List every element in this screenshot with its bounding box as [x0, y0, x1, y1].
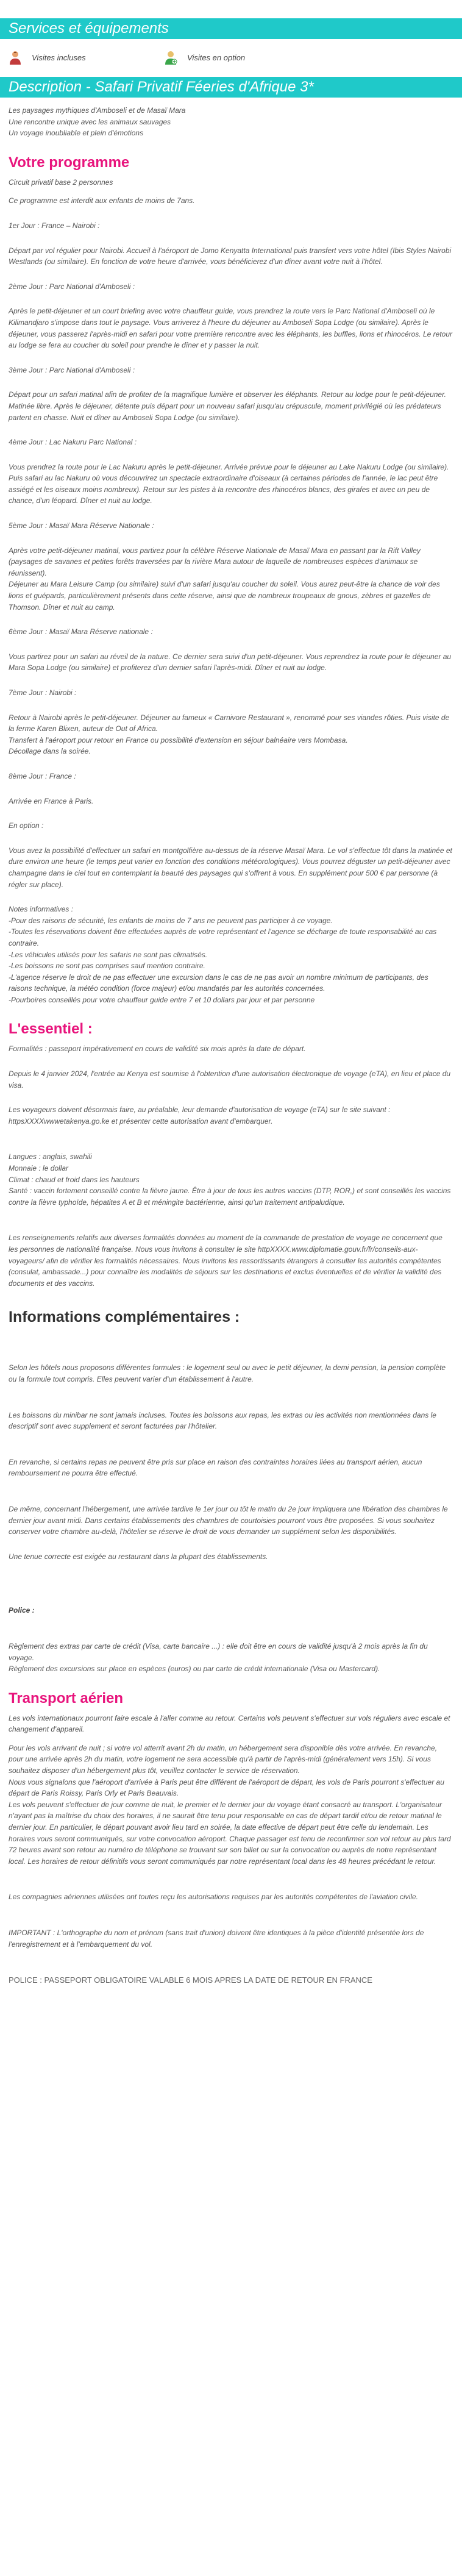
info-line: Climat : chaud et froid dans les hauteurs	[9, 1175, 140, 1184]
formalites: Formalités : passeport impérativement en cours de validité six mois après la date de départ.	[9, 1044, 306, 1054]
day-text: Vous partirez pour un safari au réveil de la nature. Ce dernier sera suivi d'un petit-déjeuner. Vous reprendrez la route pour le déjeuner au Mara Sopa Lodge (ou similaire) et profiterez d'un dernier safari l'après-midi. Dîner et nuit au lodge.	[9, 652, 452, 673]
complementaires-title: Informations complémentaires :	[9, 1308, 240, 1326]
police-title: Police :	[9, 1606, 35, 1615]
transport-title: Transport aérien	[9, 1689, 124, 1707]
services-row	[0, 39, 462, 77]
repas-info: En revanche, si certains repas ne peuvent être pris sur place en raison des contraintes horaires liées au transport aérien, aucun remboursement ne pourra être effectué.	[9, 1457, 422, 1478]
services-banner: Services et équipements	[0, 18, 462, 39]
service-included-label: Visites incluses	[32, 52, 86, 62]
note-item: -L'agence réserve le droit de ne pas effectuer une excursion dans le cas de ne pas avoir un nombre minimum de participants, des raisons technique, la météo condition (force majeur) et/ou mandatés par les autorités concernées.	[9, 972, 428, 993]
tenue-info: Une tenue correcte est exigée au restaurant dans la plupart des établissements.	[9, 1552, 268, 1561]
day-text: Départ pour un safari matinal afin de profiter de la magnifique lumière et observer les éléphants. Retour au lodge pour le petit-déjeuner. Matinée libre. Après le déjeuner, détente puis départ pour un nouveau safari jusqu'au crépuscule, moment privilégié où les prédateurs partent en chasse. Nuit et dîner au Amboseli Sopa Lodge (ou similaire).	[9, 390, 446, 422]
boissons-info: Les boissons du minibar ne sont jamais incluses. Toutes les boissons aux repas, les extras ou les activités non mentionnées dans le descriptif sont avec supplement et seront facturées par l'hôtelier.	[9, 1410, 436, 1431]
transport-paragraph: IMPORTANT : L'orthographe du nom et prénom (sans trait d'union) doivent être identiques à la pièce d'identité présentée lors de l'enregistrement et à l'embarquement du vol.	[9, 1928, 424, 1949]
note-item: -Les boissons ne sont pas comprises sauf mention contraire.	[9, 962, 205, 971]
circuit-info: Circuit privatif base 2 personnes	[9, 177, 113, 187]
day-title: 2ème Jour : Parc National d'Amboseli :	[9, 282, 135, 291]
essentiel-title: L'essentiel :	[9, 1021, 93, 1038]
description-content	[0, 98, 462, 1986]
note-item: -Pour des raisons de sécurité, les enfants de moins de 7 ans ne peuvent pas participer à ce voyage.	[9, 916, 333, 925]
transport-paragraph: Les vols peuvent s'effectuer de jour comme de nuit, le premier et le dernier jour du voyage étant consacré au transport. L'organisateur n'ayant pas la maîtrise du choix des horaires, il ne saurait être tenu pour responsable en cas de départ tardif et/ou de retour matinal le dernier jour. En particulier, le départ pouvant avoir lieu tard en soirée, la date effective de départ peut être celle du lendemain. Les horaires vous seront communiqués, sur votre convocation aéroport. Chaque passager est tenu de reconfirmer son vol retour au plus tard 72 heures avant son retour au numéro de téléphone se trouvant sur son billet ou sur la convocation ou auprès de notre représentant local. Les horaires de retour définitifs vous seront communiqués par notre représentant local dans les 48 heures précédant le retour.	[9, 1800, 451, 1866]
day-text: Retour à Nairobi après le petit-déjeuner. Déjeuner au fameux « Carnivore Restaurant », renommé pour ses viandes rôties. Puis visite de la ferme Karen Blixen, auteur de Out of Africa. Transfert à l'aéroport pour retour en France ou possibilité d'extension en séjour balnéaire vers Mombasa. Décollage dans la soirée.	[9, 713, 450, 756]
day-title: 6ème Jour : Masaï Mara Réserve nationale :	[9, 627, 153, 637]
day-title: 7ème Jour : Nairobi :	[9, 688, 77, 697]
option-text: Vous avez la possibilité d'effectuer un safari en montgolfière au-dessus de la réserve Masaï Mara. Le vol s'effectue tôt dans la matinée et dure environ une heure (le temps peut varier en fonction des conditions météorologiques). Vous pourrez déguster un petit-déjeuner avec champagne dans le ciel tout en contemplant la beauté des paysages qui s'offrent à vous. En supplément pour 500 € par personne (à régler sur place).	[9, 846, 452, 889]
person-add-icon	[163, 50, 179, 66]
programme-title: Votre programme	[9, 154, 130, 171]
service-included	[7, 50, 163, 66]
day-title: 3ème Jour : Parc National d'Amboseli :	[9, 365, 135, 374]
transport-paragraph: Nous vous signalons que l'aéroport d'arrivée à Paris peut être différent de l'aéroport de départ, les vols de Paris pourront s'effectuer au départ de Paris Roissy, Paris Orly et Paris Beauvais.	[9, 1777, 444, 1798]
hotel-formules: Selon les hôtels nous proposons différentes formules : le logement seul ou avec le petit déjeuner, la demi pension, la pension complète ou la formule tout compris. Elles peuvent varier d'un établissement à l'autre.	[9, 1363, 446, 1383]
children-restriction: Ce programme est interdit aux enfants de moins de 7ans.	[9, 196, 195, 205]
person-icon	[7, 50, 23, 66]
info-line: Santé : vaccin fortement conseillé contre la fièvre jaune. Être à jour de tous les autres vaccins (DTP, ROR,) et sont conseillés les vaccins contre la fièvre typhoïde, hépatites A et B et méningite bactérienne, ainsi qu'un traitement antipaludique.	[9, 1186, 451, 1207]
renseignements: Les renseignements relatifs aux diverses formalités données au moment de la commande de prestation de voyage ne concernent que les personnes de nationalité française. Nous vous invitons à consulter le site httpXXXX.www.diplomatie.gouv.fr/fr/conseils-aux-voyageurs/ afin de vérifier les formalités nécessaires. Nous invitons les ressortissants étrangers à consulter les autorités compétentes (consulat, ambassade...) pour connaître les modalités de séjours sur les destinations et exclus éventuelles et de vérifier la validité des documents et des vaccins.	[9, 1233, 442, 1288]
intro-line: Les paysages mythiques d'Amboseli et de Masaï Mara	[9, 106, 186, 115]
day-text: Vous prendrez la route pour le Lac Nakuru après le petit-déjeuner. Arrivée prévue pour le déjeuner au Lake Nakuru Lodge (ou similaire). Puis safari au lac Nakuru où vous découvrirez un spectacle extraordinaire d'oiseaux (à certaines périodes de l'année, le lac peut être assiégé et les oiseaux moins nombreux). Retour sur les pistes à la rencontre des rhinocéros blancs, des girafes et avec un peu de chance, d'un léopard. Dîner et nuit au lodge.	[9, 462, 449, 505]
notes-title: Notes informatives :	[9, 905, 74, 914]
police-line: Règlement des extras par carte de crédit (Visa, carte bancaire ...) : elle doit être en cours de validité jusqu'à 2 mois après la fin du voyage.	[9, 1641, 428, 1662]
arrivee-info: De même, concernant l'hébergement, une arrivée tardive le 1er jour ou tôt le matin du 2e jour impliquera une libération des chambres le dernier jour avant midi. Dans certains établissements des chambres de courtoisies pourront vous être proposées. Si vous souhaitez conserver votre chambre au-delà, l'hôtelier se réserve le droit de vous demander un supplément selon les disponibilités.	[9, 1504, 448, 1536]
day-title: 1er Jour : France – Nairobi :	[9, 221, 100, 230]
service-optional	[163, 50, 318, 66]
intro-line: Un voyage inoubliable et plein d'émotions	[9, 129, 144, 138]
option-title: En option :	[9, 821, 44, 830]
eta-info: Depuis le 4 janvier 2024, l'entrée au Kenya est soumise à l'obtention d'une autorisation électronique de voyage (eTA), en lieu et place du visa.	[9, 1069, 451, 1090]
transport-paragraph: Les compagnies aériennes utilisées ont toutes reçu les autorisations requises par les autorités compétentes de l'aviation civile.	[9, 1893, 418, 1902]
transport-paragraph: Pour les vols arrivant de nuit ; si votre vol atterrit avant 2h du matin, un hébergement sera disponible dès votre arrivée. En revanche, pour une arrivée après 2h du matin, votre logement ne sera accessible qu'à partir de l'après-midi (généralement vers 15h). Si vous souhaitez disposer d'un hébergement plus tôt, veuillez contacter le service de réservation.	[9, 1743, 438, 1775]
note-item: -Les véhicules utilisés pour les safaris ne sont pas climatisés.	[9, 950, 208, 959]
day-text: Après votre petit-déjeuner matinal, vous partirez pour la célèbre Réserve Nationale de Masaï Mara en passant par la Rift Valley (paysages de savanes et petites forêts traversées par la rivière Mara autour de laquelle de nombreuses espèces d'animaux se réunissent). Déjeuner au Mara Leisure Camp (ou similaire) suivi d'un safari jusqu'au coucher du soleil. Vous aurez peut-être la chance de voir des lions et guépards, particulièrement présents dans cette réserve, ainsi que de nombreux troupeaux de gnous, zèbres et gazelles de Thomson. Dîner et nuit au camp.	[9, 546, 440, 612]
day-text: Départ par vol régulier pour Nairobi. Accueil à l'aéroport de Jomo Kenyatta International puis transfert vers votre hôtel (Ibis Styles Nairobi Westlands (ou similaire). En fonction de votre heure d'arrivée, vous bénéficierez d'un dîner avant votre nuit à l'hôtel.	[9, 246, 452, 266]
eta-info-2: Les voyageurs doivent désormais faire, au préalable, leur demande d'autorisation de voyage (eTA) sur le site suivant : httpsXXXXwwwetakenya.go.ke et présenter cette autorisation avant d'embarquer.	[9, 1105, 391, 1126]
day-title: 8ème Jour : France :	[9, 771, 76, 780]
day-title: 4ème Jour : Lac Nakuru Parc National :	[9, 438, 137, 447]
description-banner: Description - Safari Privatif Féeries d'Afrique 3*	[0, 77, 462, 98]
intro-line: Une rencontre unique avec les animaux sauvages	[9, 117, 171, 126]
passport-footer: POLICE : PASSEPORT OBLIGATOIRE VALABLE 6 MOIS APRES LA DATE DE RETOUR EN FRANCE	[9, 1975, 372, 1985]
transport-paragraph: Les vols internationaux pourront faire escale à l'aller comme au retour. Certains vols peuvent s'effectuer sur vols réguliers avec escale et changement d'appareil.	[9, 1713, 450, 1734]
day-text: Après le petit-déjeuner et un court briefing avec votre chauffeur guide, vous prendrez la route vers le Parc National d'Amboseli où le Kilimandjaro s'impose dans tout le paysage. Vous arriverez à l'heure du déjeuner au Amboseli Sopa Lodge (ou similaire). Après le déjeuner, vous passerez l'après-midi en safari pour votre première rencontre avec les éléphants, les buffles, lions et rhinocéros. Le retour au lodge se fera au coucher du soleil pour prendre le dîner et y passer la nuit.	[9, 307, 453, 350]
service-optional-label: Visites en option	[187, 52, 246, 62]
note-item: -Toutes les réservations doivent être effectuées auprès de votre représentant et l'agence se décharge de toute responsabilité au cas contraire.	[9, 927, 437, 947]
info-line: Monnaie : le dollar	[9, 1164, 69, 1173]
police-line: Règlement des excursions sur place en espèces (euros) ou par carte de crédit internationale (Visa ou Mastercard).	[9, 1664, 380, 1674]
day-text: Arrivée en France à Paris.	[9, 796, 94, 805]
day-title: 5ème Jour : Masaï Mara Réserve Nationale :	[9, 521, 154, 530]
info-line: Langues : anglais, swahili	[9, 1152, 92, 1161]
note-item: -Pourboires conseillés pour votre chauffeur guide entre 7 et 10 dollars par jour et par personne	[9, 995, 315, 1004]
